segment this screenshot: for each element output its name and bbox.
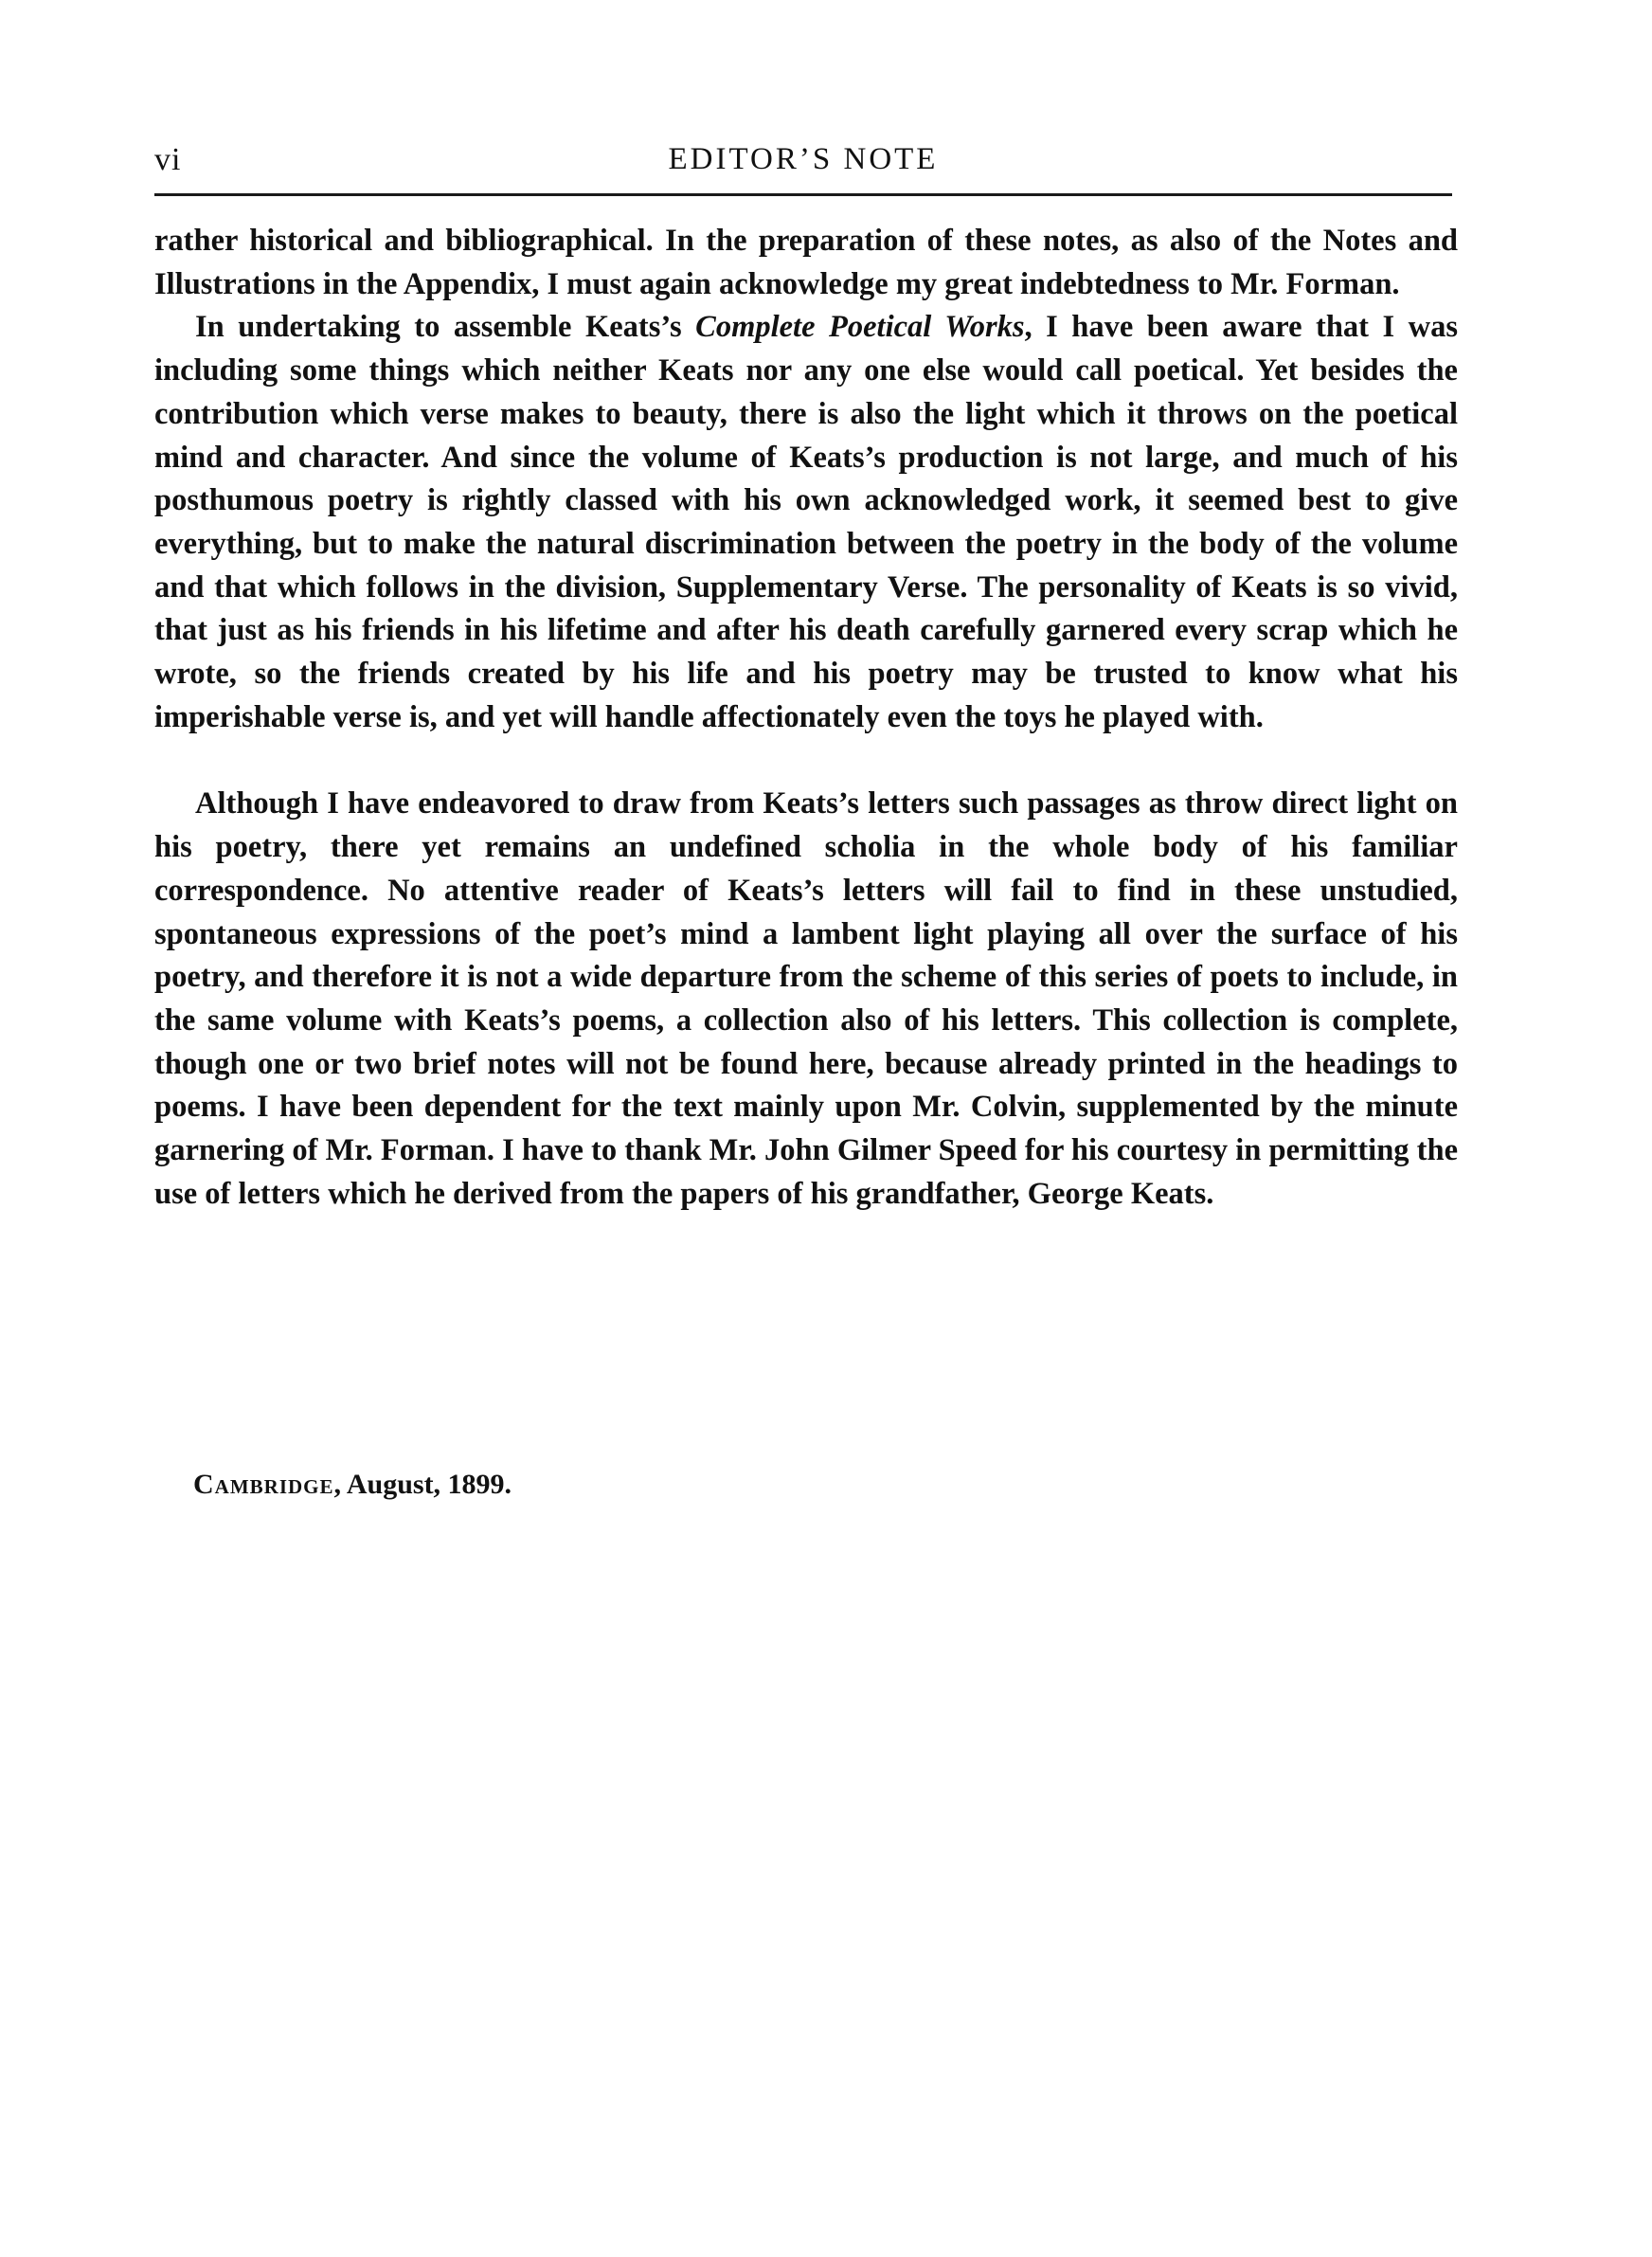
page-header: [154, 142, 1452, 190]
header-rule: [154, 193, 1452, 196]
running-head: EDITOR’S NOTE: [668, 142, 939, 176]
italic-title: Complete Poetical Works: [695, 310, 1025, 345]
paragraph-gap: [154, 739, 1458, 783]
page-number: vi: [154, 142, 182, 177]
paragraph-complete-works: [154, 306, 1458, 739]
signature-date: , August, 1899.: [333, 1469, 512, 1500]
paragraph-rest: , I have been aware that I was including some things which neither Keats nor any one else would call poetical. Yet besides the contribution which verse makes to beauty, there is also the light which it throws on the poetical mind and character. And since the volume of Keats’s production is not large, and much of his posthumous poetry is rightly classed with his own acknowledged work, it seemed best to give everything, but to make the natural discrimination between the poetry in the body of the volume and that which follows in the division, Supplementary Verse. The personality of Keats is so vivid, that just as his friends in his lifetime and after his death carefully garnered every scrap which he wrote, so the friends created by his life and his poetry may be trusted to know what his imperishable verse is, and yet will handle affectionately even the toys he played with.: [154, 310, 1458, 734]
paragraph-letters: Although I have endeavored to draw from Keats’s letters such passages as throw direct light on his poetry, there yet remains an undefined scholia in the whole body of his familiar correspondence. No attentive reader of Keats’s letters will fail to find in these unstudied, spontaneous expressions of the poet’s mind a lambent light playing all over the surface of his poetry, and therefore it is not a wide departure from the scheme of this series of poets to include, in the same volume with Keats’s poems, a collection also of his letters. This collection is complete, though one or two brief notes will not be found here, because already printed in the headings to poems. I have been dependent for the text mainly upon Mr. Colvin, supplemented by the minute garnering of Mr. Forman. I have to thank Mr. John Gilmer Speed for his courtesy in permitting the use of letters which he derived from the papers of his grandfather, George Keats.: [154, 786, 1458, 1211]
paragraph-lead: In undertaking to assemble Keats’s: [195, 310, 696, 345]
paragraph-continued: rather historical and bibliographical. In the preparation of these notes, as also of the Notes and Illustrations in the Appendix, I must again acknowledge my great indebtedness to Mr. Forman.: [154, 224, 1458, 301]
signature-line: [193, 1469, 512, 1501]
signature-place: Cambridge: [193, 1469, 334, 1500]
body-text: [154, 220, 1458, 1216]
